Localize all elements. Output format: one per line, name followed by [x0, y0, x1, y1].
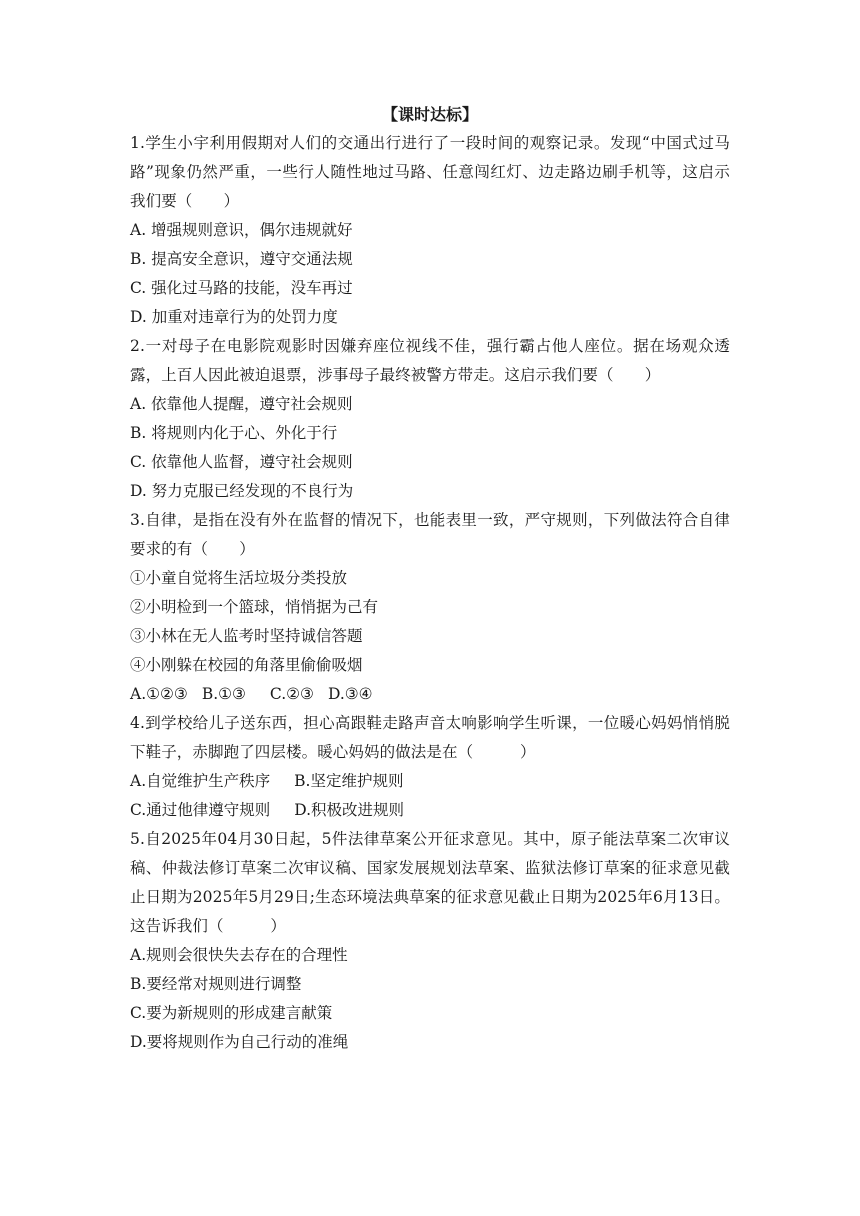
question-3-statement-2: ②小明检到一个篮球，悄悄据为己有: [130, 598, 379, 616]
question-3-options-row: [130, 680, 730, 709]
question-4-stem: 4.到学校给儿子送东西，担心高跟鞋走路声音太响影响学生听课，一位暖心妈妈悄悄脱下鞋子，赤脚跑了四层楼。暖心妈妈的做法是在（ ）: [130, 714, 730, 761]
question-1-option-d: D. 加重对违章行为的处罚力度: [130, 308, 338, 326]
question-4-options-row-1: [130, 767, 730, 796]
question-1-option-a: A. 增强规则意识，偶尔违规就好: [130, 221, 353, 239]
question-2-option-c: C. 依靠他人监督，遵守社会规则: [130, 453, 353, 471]
worksheet-page: [130, 100, 730, 1057]
question-4-option-a: A.自觉维护生产秩序: [130, 772, 271, 790]
question-3-statement-1: ①小童自觉将生活垃圾分类投放: [130, 569, 348, 587]
question-3-option-a: A.①②③: [130, 685, 188, 703]
question-4-option-d: D.积极改进规则: [294, 801, 405, 819]
question-2-option-d: D. 努力克服已经发现的不良行为: [130, 482, 354, 500]
question-5-option-a: A.规则会很快失去存在的合理性: [130, 946, 348, 964]
question-3-statement-4: ④小刚躲在校园的角落里偷偷吸烟: [130, 656, 363, 674]
question-4-option-c: C.通过他律遵守规则: [130, 801, 271, 819]
question-3-option-d: D.③④: [327, 685, 373, 703]
question-5-option-b: B.要经常对规则进行调整: [130, 975, 302, 993]
question-4-options-row-2: [130, 796, 730, 825]
question-5-stem: 5.自2025年04月30日起，5件法律草案公开征求意见。其中，原子能法草案二次审议稿、仲裁法修订草案二次审议稿、国家发展规划法草案、监狱法修订草案的征求意见截止日期为2025年5月29日;生态环境法典草案的征求意见截止日期为2025年6月13日。这告诉我们（ ）: [130, 830, 730, 935]
question-2-stem: 2.一对母子在电影院观影时因嫌弃座位视线不佳，强行霸占他人座位。据在场观众透露，上百人因此被迫退票，涉事母子最终被警方带走。这启示我们要（ ）: [130, 337, 730, 384]
question-3-stem: 3.自律，是指在没有外在监督的情况下，也能表里一致，严守规则，下列做法符合自律要求的有（ ）: [130, 511, 730, 558]
question-3-option-c: C.②③: [269, 685, 314, 703]
question-1-option-b: B. 提高安全意识，遵守交通法规: [130, 250, 353, 268]
question-1-stem: 1.学生小宇利用假期对人们的交通出行进行了一段时间的观察记录。发现“中国式过马路”现象仍然严重，一些行人随性地过马路、任意闯红灯、边走路边刷手机等，这启示我们要（ ）: [130, 134, 730, 210]
question-3-statement-3: ③小林在无人监考时坚持诚信答题: [130, 627, 363, 645]
question-3-option-b: B.①③: [201, 685, 246, 703]
question-1-option-c: C. 强化过马路的技能，没车再过: [130, 279, 353, 297]
question-5-option-d: D.要将规则作为自己行动的准绳: [130, 1033, 349, 1051]
question-4-option-b: B.坚定维护规则: [294, 772, 404, 790]
question-2-option-b: B. 将规则内化于心、外化于行: [130, 424, 338, 442]
question-2-option-a: A. 依靠他人提醒，遵守社会规则: [130, 395, 353, 413]
section-title: 【课时达标】: [381, 105, 478, 124]
question-5-option-c: C.要为新规则的形成建言献策: [130, 1004, 333, 1022]
